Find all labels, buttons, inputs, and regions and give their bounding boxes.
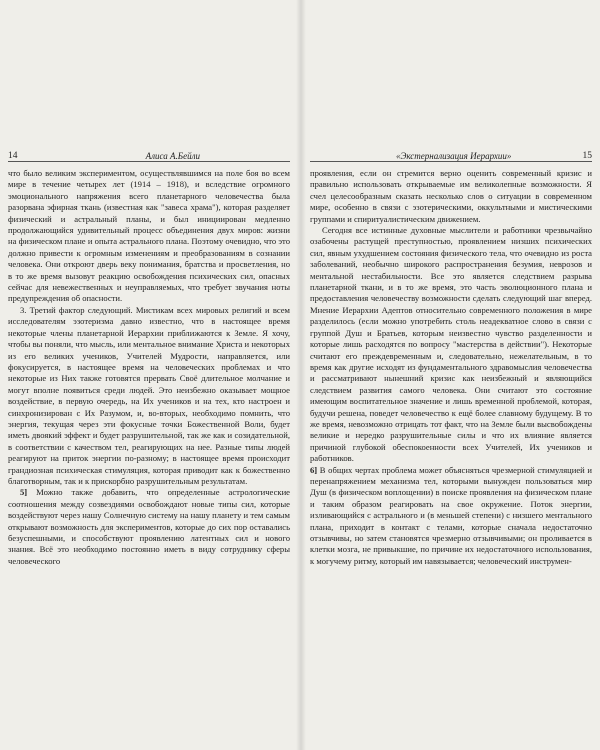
left-paragraph-2-text: 3. Третий фактор следующий. Мистикам всех мировых религий и всем исследователям эзотеризма давно известно, что в настоящее время некоторые члены планетарной Иерархии приближаются к Земле. Я хочу, чтобы вы поняли, что мысль, или ментальное внимание Христа и некоторых из его великих учеников, Учителей Мудрости, направляется, или фокусируется, в настоящее время на человеческих проблемах и что некоторые из Них также готовятся прервать Своё длительное молчание и могут вполне появиться среди людей. Это неизбежно оказывает мощное воздействие, в первую очередь, на Их учеников и на тех, кто настроен и синхронизирован с Их Разумом, и, во-вторых, необходимо помнить, что энергия, текущая через эти фокусные точки Божественной Воли, будет иметь двоякий эффект и будет разрушительной, так же как и созидательной, в соответствии с качеством тел, реагирующих на нее. Разные типы людей реагируют на приток энергии по-разному; в настоящее время происходит грандиозная психическая стимуляция, которая приводит как к божественно благотворным, так и к прискорбно разрушительным результатам. <box>8 304 290 486</box>
right-paragraph-2 <box>310 225 592 465</box>
left-body-text <box>8 168 290 567</box>
right-page <box>300 0 600 750</box>
right-paragraph-3 <box>310 465 592 568</box>
left-running-head <box>8 148 290 162</box>
right-running-title: «Экстернализация Иерархии» <box>396 151 512 161</box>
left-paragraph-3-text: Можно также добавить, что определенные астрологические соотношения между созвездиями освобождают новые типы сил, которые воздействуют через нашу Солнечную систему на нашу планету и тем самым открывают возможность для экспериментов, которые до сих пор оставались безуспешными, и способствуют проявлению латентных сил и нового знания. Всё это необходимо постоянно иметь в виду сотруднику сферы человеческого <box>8 487 290 566</box>
right-paragraph-1 <box>310 168 592 225</box>
right-paragraph-2-text: Сегодня все истинные духовные мыслители и работники чрезвычайно озабочены растущей преступностью, проявлением низших психических сил, явным ухудшением состояния физического тела, что очевидно из роста заболеваний, необычно широкого распространения безумия, неврозов и ментальной нестабильности. Все это является следствием разрыва планетарной ткани, и в то же время, это часть эволюционного плана и предоставления человечеству возможности сделать следующий шаг вперед. Мнение Иерархии Адептов относительно современного положения в мире разделилось (если можно употребить столь неадекватное слово в связи с группой Душ и Братьев, которым неизвестно чувство разделенности и которые лишь расходятся по вопросу "мастерства в действии"). Некоторые считают его преждевременным и, следовательно, нежелательным, в то время как другие исходят из фундаментального здравомыслия человечества и рассматривают нынешний кризис как неизбежный и являющийся следствием развития самого человека. Они считают это состояние имеющим воспитательное значение и лишь временной проблемой, которая, будучи решена, поведет человечество к ещё более славному будущему. В то же время, невозможно отрицать тот факт, что на Земле были высвобождены великие и нередко разрушительные силы и что их влияние является причиной глубокой обеспокоенности всех Учителей, Их учеников и работников. <box>310 225 592 464</box>
left-paragraph-3 <box>8 487 290 567</box>
right-paragraph-3-number: 6] <box>310 464 318 475</box>
right-body-text <box>310 168 592 567</box>
left-paragraph-1 <box>8 168 290 305</box>
right-running-head <box>310 148 592 162</box>
left-running-title: Алиса А.Бейли <box>145 151 200 161</box>
left-paragraph-1-text: что было великим экспериментом, осуществлявшимся на поле боя во всем мире в течение четырех лет (1914 – 1918), и вследствие огромного эмоционального напряжения всего планетарного человечества была разорвана эфирная ткань (известная как "завеса храма"), которая разделяет физический и астральный планы, и был инициирован медленно продолжающийся удивительный процесс объединения двух миров: жизни на физическом плане и опыта астрального плана. Поэтому очевидно, что это должно привести к огромным изменениям и преобразованиям в сознании человека. Они откроют дверь веку понимания, братства и просветления, но в то же время вызовут реакцию освобождения психических сил, опасных сейчас для невежественных и неуправляемых, что требует звучания ноты предупреждения об опасности. <box>8 168 290 304</box>
left-paragraph-3-number: 5] <box>20 487 28 498</box>
right-page-number: 15 <box>582 151 592 161</box>
right-paragraph-1-text: проявления, если он стремится верно оценить современный кризис и правильно использовать открываемые им великолепные возможности. Я счел целесообразным сказать несколько слов о ситуации в современном мире, особенно в связи с эзотерическими, оккультными и мистическими группами и спиритуалистическим движением. <box>310 168 592 224</box>
left-paragraph-2 <box>8 305 290 488</box>
left-page-number: 14 <box>8 151 18 161</box>
right-paragraph-3-text: В общих чертах проблема может объясняться чрезмерной стимуляцией и перенапряжением механизма тел, которыми вынужден пользоваться мир Душ (в физическом воплощении) в поиске проявления на физическом плане и таким образом реагировать на свое окружение. Поток энергии, изливающийся с астрального и (в меньшей степени) с низшего ментального плана, приходит в контакт с телами, которые сначала недостаточно отзывчивы, но затем становятся чрезмерно отзывчивыми; он проливается в клетки мозга, не привыкшие, по причине их недостаточного использования, к могучему ритму, который им навязывается; человеческий инструмен- <box>310 464 592 566</box>
